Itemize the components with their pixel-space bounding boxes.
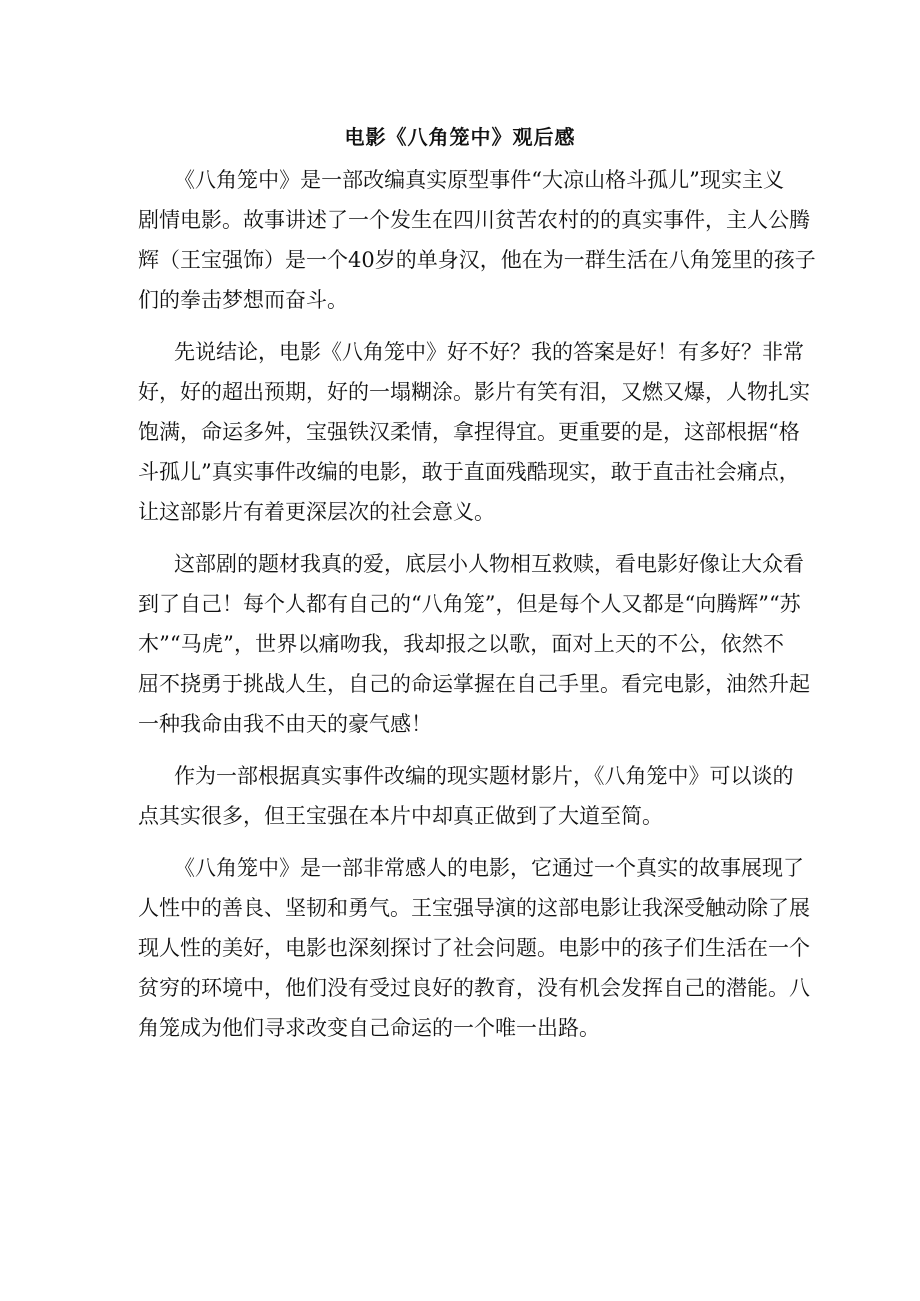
paragraph-2 <box>138 332 810 532</box>
paragraph-line: 让这部影片有着更深层次的社会意义。 <box>138 500 495 524</box>
paragraph-line: 们的拳击梦想而奋斗。 <box>138 288 348 312</box>
paragraph-line: 屈不挠勇于挑战人生，自己的命运掌握在自己手里。看完电影，油然升起 <box>138 672 810 696</box>
paragraph-line: 贫穷的环境中，他们没有受过良好的教育，没有机会发挥自己的潜能。八 <box>138 976 810 1000</box>
paragraph-line: 木”“马虎”，世界以痛吻我，我却报之以歌，面对上天的不公，依然不 <box>138 632 784 656</box>
paragraph-line: 到了自己！每个人都有自己的“八角笼”，但是每个人又都是“向腾辉”“苏 <box>138 592 801 616</box>
paragraph-line: 人性中的善良、坚韧和勇气。王宝强导演的这部电影让我深受触动除了展 <box>138 896 810 920</box>
paragraph-line: 饱满，命运多舛，宝强铁汉柔情，拿捏得宜。更重要的是，这部根据“格 <box>138 420 800 444</box>
paragraph-line: 剧情电影。故事讲述了一个发生在四川贫苦农村的的真实事件，主人公腾 <box>138 208 810 232</box>
paragraph-line: 辉（王宝强饰）是一个40岁的单身汉，他在为一群生活在八角笼里的孩子 <box>138 248 816 272</box>
paragraph-line: 好，好的超出预期，好的一塌糊涂。影片有笑有泪，又燃又爆，人物扎实 <box>138 380 810 404</box>
paragraph-line: 角笼成为他们寻求改变自己命运的一个唯一出路。 <box>138 1016 600 1040</box>
paragraph-5 <box>138 848 810 1048</box>
paragraph-1 <box>138 160 816 320</box>
paragraph-line: 作为一部根据真实事件改编的现实题材影片，《八角笼中》可以谈的 <box>174 764 794 788</box>
paragraph-line: 现人性的美好，电影也深刻探讨了社会问题。电影中的孩子们生活在一个 <box>138 936 810 960</box>
paragraph-line: 一种我命由我不由天的豪气感！ <box>138 712 432 736</box>
paragraph-line: 点其实很多，但王宝强在本片中却真正做到了大道至简。 <box>138 804 663 828</box>
paragraph-4 <box>138 756 794 836</box>
paragraph-line: 斗孤儿”真实事件改编的电影，敢于直面残酷现实，敢于直击社会痛点， <box>138 460 800 484</box>
paragraph-line: 《八角笼中》是一部改编真实原型事件“大凉山格斗孤儿”现实主义 <box>174 168 784 192</box>
document-body <box>138 160 816 1060</box>
document-title: 电影《八角笼中》观后感 <box>344 125 576 149</box>
paragraph-line: 先说结论，电影《八角笼中》好不好？我的答案是好！有多好？非常 <box>174 340 804 364</box>
paragraph-line: 《八角笼中》是一部非常感人的电影，它通过一个真实的故事展现了 <box>174 856 804 880</box>
paragraph-line: 这部剧的题材我真的爱，底层小人物相互救赎，看电影好像让大众看 <box>174 552 804 576</box>
paragraph-3 <box>138 544 810 744</box>
